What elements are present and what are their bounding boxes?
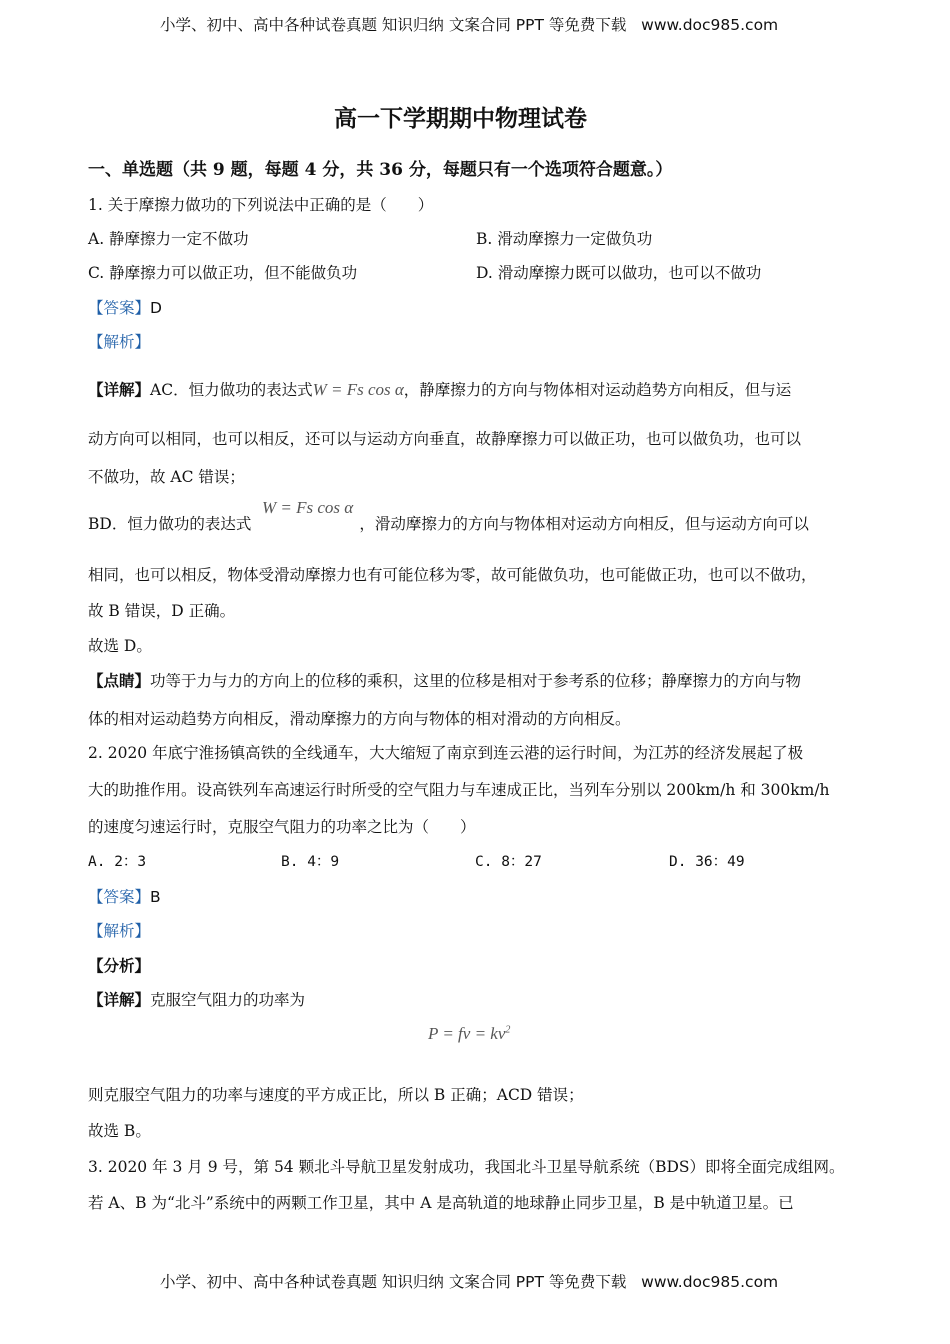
question-1-detail-ac-line2: 动方向可以相同，也可以相反，还可以与运动方向垂直，故静摩擦力可以做正功，也可以做负功，也可以 (88, 430, 802, 448)
question-2-detail-line1 (88, 988, 305, 1010)
question-1-conclusion: 故选 D。 (88, 637, 152, 655)
banner-text: 小学、初中、高中各种试卷真题 知识归纳 文案合同 PPT 等免费下载 (160, 1273, 627, 1291)
answer-label: 【答案】 (88, 299, 151, 317)
banner-url[interactable]: www.doc985.com (641, 16, 779, 34)
question-1-stem: 1. 关于摩擦力做功的下列说法中正确的是（ ） (88, 196, 434, 214)
page-title: 高一下学期期中物理试卷 (334, 105, 587, 132)
footer-banner (160, 1270, 778, 1292)
detail-text: BD．恒力做功的表达式 (88, 515, 252, 533)
question-1-option-d: D. 滑动摩擦力既可以做功，也可以不做功 (476, 264, 762, 282)
question-1-detail-bd-line1 (88, 512, 809, 534)
question-2-analysis-label: 【解析】 (88, 922, 151, 940)
banner-text: 小学、初中、高中各种试卷真题 知识归纳 文案合同 PPT 等免费下载 (160, 16, 627, 34)
answer-value: B (150, 888, 161, 906)
detail-label: 【详解】 (88, 990, 151, 1009)
question-1-option-b: B. 滑动摩擦力一定做负功 (476, 230, 653, 248)
question-2-answer (88, 885, 161, 907)
question-2-option-b: B. 4：9 (281, 854, 340, 870)
comment-text: 功等于力与力的方向上的位移的乘积，这里的位移是相对于参考系的位移；静摩擦力的方向与物 (150, 672, 802, 690)
question-1-comment-line1 (88, 669, 801, 691)
detail-text: ，滑动摩擦力的方向与物体相对运动方向相反，但与运动方向可以 (359, 515, 809, 533)
power-formula-text: P = fv = kv (428, 1024, 506, 1043)
question-2-option-d: D. 36：49 (669, 854, 745, 870)
power-formula-exponent: 2 (505, 1024, 511, 1036)
question-2-detail-line2: 则克服空气阻力的功率与速度的平方成正比，所以 B 正确；ACD 错误； (88, 1086, 584, 1104)
detail-text: AC．恒力做功的表达式 (150, 381, 313, 399)
answer-value: D (150, 299, 162, 317)
question-1-analysis-label: 【解析】 (88, 333, 151, 351)
question-3-stem-line1: 3. 2020 年 3 月 9 号，第 54 颗北斗导航卫星发射成功，我国北斗卫星导航系统（BDS）即将全面完成组网。 (88, 1158, 845, 1176)
detail-label: 【详解】 (88, 380, 151, 399)
question-1-option-a: A. 静摩擦力一定不做功 (88, 230, 249, 248)
comment-label: 【点睛】 (88, 671, 151, 690)
header-banner (160, 13, 778, 35)
question-1-detail-bd-line2: 相同，也可以相反，物体受滑动摩擦力也有可能位移为零，故可能做负功，也可能做正功，也可以不做功， (88, 566, 817, 584)
answer-label: 【答案】 (88, 888, 151, 906)
work-formula: W = Fs cos α (262, 498, 354, 517)
question-2-conclusion: 故选 B。 (88, 1122, 151, 1140)
work-formula: W = Fs cos α (312, 380, 404, 399)
banner-url[interactable]: www.doc985.com (641, 1273, 779, 1291)
question-1-detail-bd-line3: 故 B 错误，D 正确。 (88, 602, 236, 620)
question-2-option-c: C. 8：27 (475, 854, 542, 870)
detail-text: 克服空气阻力的功率为 (150, 991, 306, 1009)
question-3-stem-line2: 若 A、B 为“北斗”系统中的两颗工作卫星，其中 A 是高轨道的地球静止同步卫星，B 是中轨道卫星。已 (88, 1194, 794, 1212)
question-2-stem-line3: 的速度匀速运行时，克服空气阻力的功率之比为（ ） (88, 818, 476, 836)
question-1-comment-line2: 体的相对运动趋势方向相反，滑动摩擦力的方向与物体的相对滑动的方向相反。 (88, 710, 631, 728)
question-2-stem-line2: 大的助推作用。设高铁列车高速运行时所受的空气阻力与车速成正比，当列车分别以 200km/h 和 300km/h (88, 781, 830, 799)
power-formula (428, 1024, 510, 1044)
question-1-option-c: C. 静摩擦力可以做正功，但不能做负功 (88, 264, 358, 282)
question-2-fenxi-label: 【分析】 (88, 956, 151, 975)
question-2-option-a: A. 2：3 (88, 854, 147, 870)
question-1-answer (88, 296, 162, 318)
question-1-detail-ac-line3: 不做功，故 AC 错误； (88, 468, 245, 486)
detail-text: ，静摩擦力的方向与物体相对运动趋势方向相反，但与运 (403, 381, 792, 399)
question-2-stem-line1: 2. 2020 年底宁淮扬镇高铁的全线通车，大大缩短了南京到连云港的运行时间，为江苏的经济发展起了极 (88, 744, 804, 762)
section-heading-single-choice: 一、单选题（共 9 题，每题 4 分，共 36 分，每题只有一个选项符合题意。） (88, 160, 673, 180)
question-1-detail-ac-line1 (88, 378, 791, 400)
